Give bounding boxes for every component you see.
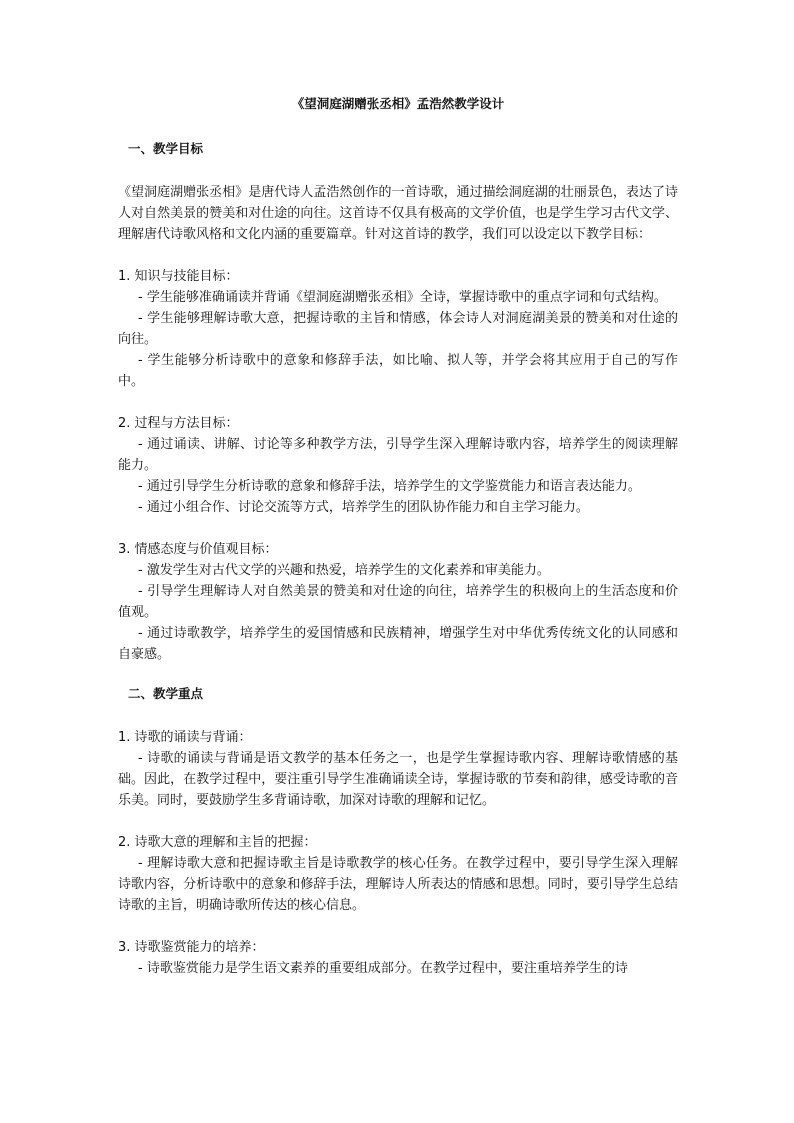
document-content [118,95,678,979]
goal-item: - 通过诗歌教学，培养学生的爱国情感和民族精神，增强学生对中华优秀传统文化的认同感和自豪感。 [118,626,678,662]
goal-heading-knowledge-skills: 1. 知识与技能目标： [118,269,239,284]
focus-paragraph: - 诗歌的诵读与背诵是语文教学的基本任务之一，也是学生掌握诗歌内容、理解诗歌情感的基础。因此，在教学过程中，要注重引导学生准确诵读全诗，掌握诗歌的节奏和韵律，感受诗歌的音乐美。同时，要鼓励学生多背诵诗歌，加深对诗歌的理解和记忆。 [118,751,678,808]
focus-paragraph: - 理解诗歌大意和把握诗歌主旨是诗歌教学的核心任务。在教学过程中，要引导学生深入理解诗歌内容，分析诗歌中的意象和修辞手法，理解诗人所表达的情感和思想。同时，要引导学生总结诗歌的主旨，明确诗歌所传达的核心信息。 [118,856,678,913]
paragraph-gap [118,518,678,539]
focus-heading-recitation: 1. 诗歌的诵读与背诵： [118,730,252,745]
goal-item: - 学生能够分析诗歌中的意象和修辞手法，如比喻、拟人等，并学会将其应用于自己的写作中。 [118,353,678,389]
goal-item: - 引导学生理解诗人对自然美景的赞美和对仕途的向往，培养学生的积极向上的生活态度和价值观。 [118,584,678,620]
goal-item: - 激发学生对古代文学的兴趣和热爱，培养学生的文化素养和审美能力。 [138,563,550,578]
paragraph-gap [118,245,678,266]
goal-item: - 学生能够理解诗歌大意，把握诗歌的主旨和情感，体会诗人对洞庭湖美景的赞美和对仕途的向往。 [118,311,678,347]
section-heading-teaching-focus: 二、教学重点 [128,686,204,701]
goal-heading-process-methods: 2. 过程与方法目标： [118,416,239,431]
goal-item: - 通过小组合作、讨论交流等方式，培养学生的团队协作能力和自主学习能力。 [138,500,589,515]
focus-paragraph: - 诗歌鉴赏能力是学生语文素养的重要组成部分。在教学过程中，要注重培养学生的诗 [138,961,628,976]
paragraph-gap [118,392,678,413]
focus-heading-understanding: 2. 诗歌大意的理解和主旨的把握： [118,835,317,850]
goal-item: - 通过引导学生分析诗歌的意象和修辞手法，培养学生的文学鉴赏能力和语言表达能力。 [138,479,641,494]
focus-heading-appreciation: 3. 诗歌鉴赏能力的培养： [118,940,265,955]
document-title: 《望洞庭湖赠张丞相》孟浩然教学设计 [291,96,505,111]
intro-paragraph: 《望洞庭湖赠张丞相》是唐代诗人孟浩然创作的一首诗歌，通过描绘洞庭湖的壮丽景色，表达了诗人对自然美景的赞美和对仕途的向往。这首诗不仅具有极高的文学价值，也是学生学习古代文学、理解唐代诗歌风格和文化内涵的重要篇章。针对这首诗的教学，我们可以设定以下教学目标： [118,185,678,242]
section-heading-teaching-goals: 一、教学目标 [128,141,204,156]
paragraph-gap [118,811,678,832]
goal-heading-emotion-values: 3. 情感态度与价值观目标： [118,542,278,557]
section-gap [118,665,678,685]
paragraph-gap [118,916,678,937]
goal-item: - 通过诵读、讲解、讨论等多种教学方法，引导学生深入理解诗歌内容，培养学生的阅读理解能力。 [118,437,678,473]
goal-item: - 学生能够准确诵读并背诵《望洞庭湖赠张丞相》全诗，掌握诗歌中的重点字词和句式结构。 [138,290,667,305]
